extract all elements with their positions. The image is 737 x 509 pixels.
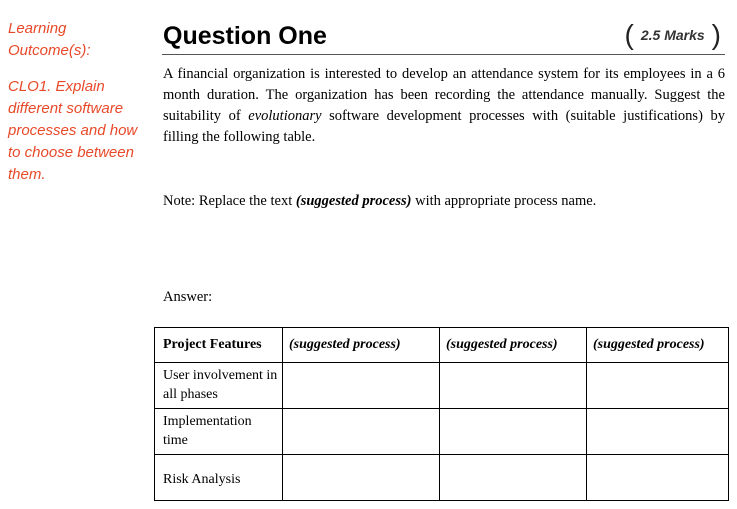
answer-cell[interactable] [587,455,729,501]
answer-cell[interactable] [440,363,587,409]
header-suggested-process-1: (suggested process) [283,328,440,363]
clo-text: CLO1. Explain different software processes and how to choose between them. [8,78,138,183]
answer-cell[interactable] [587,363,729,409]
answer-table [154,327,729,501]
question-paragraph: A financial organization is interested to develop an attendance system for its employees in a 6 month duration. The organization has been recording the attendance manually. Suggest the suitability of evolutionary software development processes with (suitable justifications) by filling the following table. [163,66,725,145]
answer-cell[interactable] [440,409,587,455]
header-project-features: Project Features [155,328,283,363]
note-emphasis: (suggested process) [295,193,412,209]
answer-cell[interactable] [440,455,587,501]
answer-cell[interactable] [587,409,729,455]
learning-outcome-sidebar [8,18,148,186]
feature-cell: Risk Analysis [155,455,283,501]
question-title: Question One [163,22,327,50]
marks-badge [625,19,721,51]
answer-cell[interactable] [283,363,440,409]
header-suggested-process-2: (suggested process) [440,328,587,363]
table-row [155,363,729,409]
table-header-row [155,328,729,363]
bracket-close-icon: ) [711,19,721,50]
note-text: Note: Replace the text (suggested process) with appropriate process name. [163,193,597,209]
header-suggested-process-3: (suggested process) [587,328,729,363]
feature-cell: Implementation time [155,409,283,455]
marks-text: 2.5 Marks [640,27,705,43]
question-header [162,18,725,55]
answer-cell[interactable] [283,409,440,455]
table-row [155,409,729,455]
bracket-open-icon: ( [624,19,634,50]
feature-cell: User involvement in all phases [155,363,283,409]
answer-label: Answer: [163,289,213,305]
evolutionary-emphasis: evolutionary [248,108,322,124]
table-row [155,455,729,501]
learning-outcome-label: Learning Outcome(s): [8,20,91,59]
answer-cell[interactable] [283,455,440,501]
